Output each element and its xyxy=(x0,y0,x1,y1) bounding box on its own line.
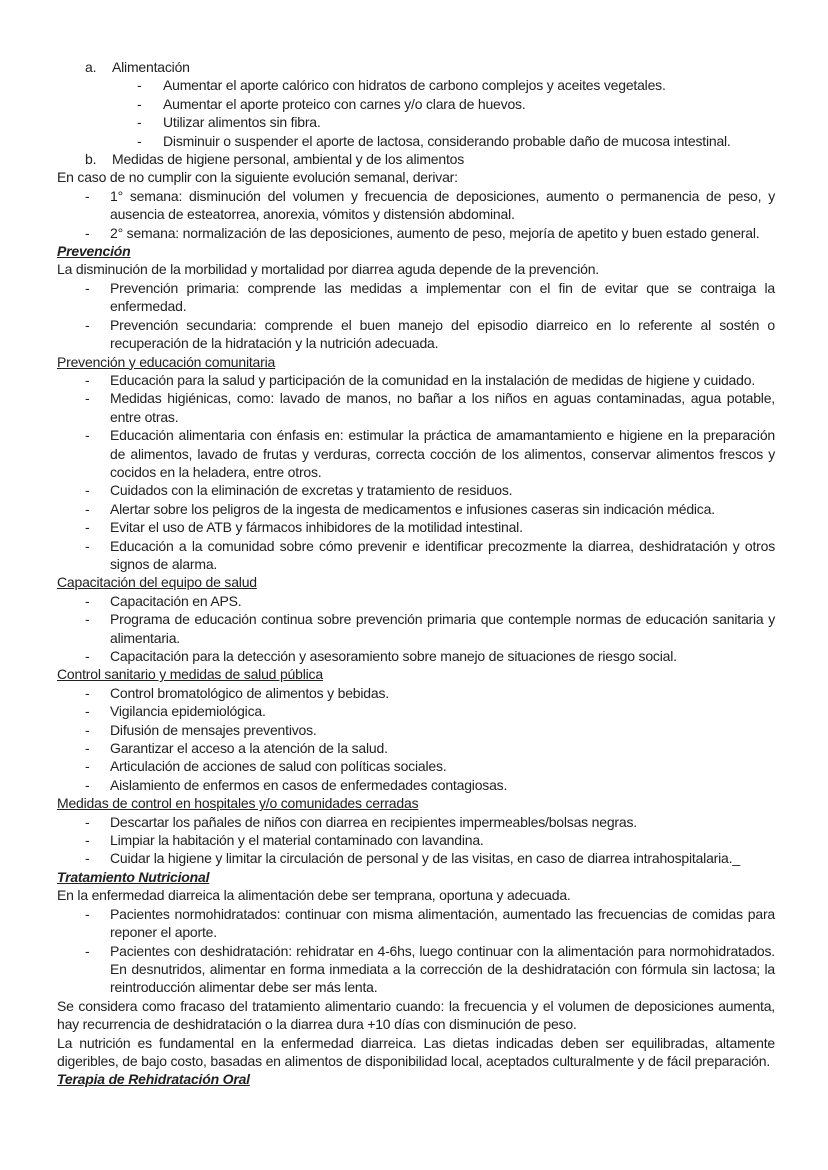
list-item-text: Limpiar la habitación y el material contaminado con lavandina. xyxy=(110,832,484,849)
bullet-list-item xyxy=(57,316,775,353)
bullet-list-item xyxy=(57,684,775,702)
lettered-list-item xyxy=(57,58,775,76)
list-marker: - xyxy=(85,427,90,444)
list-item-text: Utilizar alimentos sin fibra. xyxy=(163,114,321,131)
bullet-list-item xyxy=(57,500,775,518)
list-marker: - xyxy=(85,371,90,388)
bullet-list-item xyxy=(57,610,775,647)
section-heading: Medidas de control en hospitales y/o comunidades cerradas xyxy=(57,795,419,812)
section-heading-row xyxy=(57,353,775,371)
list-item-text: Pacientes con deshidratación: rehidratar en 4-6hs, luego continuar con la alimentación para normohidratados. En desnutridos, alimentar en forma inmediata a la corrección de la deshidratación con fórmula sin lactosa; la reintroducción alimentar debe ser más lenta. xyxy=(110,942,775,996)
bullet-list-item xyxy=(57,389,775,426)
bullet-list-item xyxy=(57,426,775,481)
paragraph: La disminución de la morbilidad y mortalidad por diarrea aguda depende de la prevención. xyxy=(57,261,599,278)
bullet-list-item xyxy=(57,849,775,867)
list-item-text: Capacitación en APS. xyxy=(110,592,242,609)
bullet-list-item xyxy=(57,739,775,757)
list-marker: - xyxy=(85,519,90,536)
list-marker: - xyxy=(85,482,90,499)
bullet-list-item xyxy=(57,757,775,775)
section-heading-row xyxy=(57,794,775,812)
list-marker: - xyxy=(85,850,90,867)
bullet-list-item xyxy=(57,702,775,720)
bullet-list-item xyxy=(57,776,775,794)
list-item-text: Articulación de acciones de salud con políticas sociales. xyxy=(110,758,447,775)
bullet-list-item xyxy=(57,647,775,665)
bullet-list-item xyxy=(57,187,775,224)
bullet-list-item xyxy=(57,95,775,113)
list-marker: - xyxy=(85,905,90,922)
bullet-list-item xyxy=(57,132,775,150)
list-marker: - xyxy=(85,832,90,849)
list-marker: - xyxy=(85,721,90,738)
list-item-text: Alertar sobre los peligros de la ingesta de medicamentos e infusiones caseras sin indicación médica. xyxy=(110,500,715,517)
list-item-text: 1° semana: disminución del volumen y frecuencia de deposiciones, aumento o permanencia de peso, y ausencia de esteatorrea, anorexia, vómitos y distensión abdominal. xyxy=(110,187,775,223)
list-marker: - xyxy=(85,942,90,959)
section-heading-row xyxy=(57,868,775,886)
bullet-list-item xyxy=(57,76,775,94)
list-item-text: Aislamiento de enfermos en casos de enfermedades contagiosas. xyxy=(110,776,508,793)
list-marker: - xyxy=(85,648,90,664)
section-heading-row xyxy=(57,665,775,683)
paragraph: Se considera como fracaso del tratamiento alimentario cuando: la frecuencia y el volumen de deposiciones aumenta, hay recurrencia de deshidratación o la diarrea dura +10 días con disminución de peso. xyxy=(57,997,775,1033)
list-marker: - xyxy=(137,114,142,131)
bullet-list-item xyxy=(57,831,775,849)
list-marker: - xyxy=(85,684,90,701)
list-item-text: Pacientes normohidratados: continuar con misma alimentación, aumentado las frecuencias de comidas para reponer el aporte. xyxy=(110,905,775,941)
bullet-list-item xyxy=(57,279,775,316)
list-item-text: Descartar los pañales de niños con diarrea en recipientes impermeables/bolsas negras. xyxy=(110,813,637,830)
list-item-text: Capacitación para la detección y asesoramiento sobre manejo de situaciones de riesgo social. xyxy=(110,648,677,664)
list-marker: - xyxy=(85,279,90,296)
list-marker: - xyxy=(137,95,142,112)
list-marker: - xyxy=(85,740,90,757)
list-item-text: Medidas de higiene personal, ambiental y de los alimentos xyxy=(112,151,465,168)
list-marker: - xyxy=(137,77,142,94)
lettered-list-item xyxy=(57,150,775,168)
list-item-text: Vigilancia epidemiológica. xyxy=(110,703,266,720)
bullet-list-item xyxy=(57,905,775,942)
bullet-list-item xyxy=(57,371,775,389)
list-marker: - xyxy=(85,592,90,609)
list-item-text: Prevención secundaria: comprende el buen manejo del episodio diarreico en lo referente al sostén o recuperación de la hidratación y la nutrición adecuada. xyxy=(110,316,775,352)
bullet-list-item xyxy=(57,721,775,739)
list-item-text: Cuidar la higiene y limitar la circulación de personal y de las visitas, en caso de diarrea intrahospitalaria._ xyxy=(110,850,740,867)
bullet-list-item xyxy=(57,537,775,574)
list-item-text: Educación a la comunidad sobre cómo prevenir e identificar precozmente la diarrea, deshidratación y otros signos de alarma. xyxy=(110,537,775,572)
list-item-text: 2° semana: normalización de las deposiciones, aumento de peso, mejoría de apetito y buen estado general. xyxy=(110,224,760,241)
list-marker: - xyxy=(85,703,90,720)
bullet-list-item xyxy=(57,518,775,536)
bullet-list-item xyxy=(57,813,775,831)
list-item-text: Aumentar el aporte calórico con hidratos de carbono complejos y aceites vegetales. xyxy=(163,77,666,94)
list-item-text: Evitar el uso de ATB y fármacos inhibidores de la motilidad intestinal. xyxy=(110,519,523,536)
list-marker: - xyxy=(85,776,90,793)
list-marker: - xyxy=(137,132,142,149)
list-marker: - xyxy=(85,500,90,517)
list-marker: - xyxy=(85,390,90,407)
section-heading: Tratamiento Nutricional xyxy=(57,868,210,885)
section-heading-row xyxy=(57,573,775,591)
paragraph: La nutrición es fundamental en la enfermedad diarreica. Las dietas indicadas deben ser equilibradas, altamente digeribles, de bajo costo, basadas en alimentos de disponibilidad local, aceptados culturalmente y de fácil preparación. xyxy=(57,1034,775,1069)
section-heading: Control sanitario y medidas de salud pública xyxy=(57,666,323,683)
list-marker: - xyxy=(85,537,90,554)
list-item-text: Disminuir o suspender el aporte de lactosa, considerando probable daño de mucosa intestinal. xyxy=(163,132,731,149)
document-body xyxy=(57,58,775,1089)
bullet-list-item xyxy=(57,224,775,242)
list-marker: - xyxy=(85,224,90,241)
list-item-text: Garantizar el acceso a la atención de la salud. xyxy=(110,740,388,757)
list-marker: - xyxy=(85,316,90,333)
paragraph: En caso de no cumplir con la siguiente evolución semanal, derivar: xyxy=(57,169,458,186)
bullet-list-item xyxy=(57,481,775,499)
list-marker: - xyxy=(85,813,90,830)
paragraph: En la enfermedad diarreica la alimentación debe ser temprana, oportuna y adecuada. xyxy=(57,887,571,904)
bullet-list-item xyxy=(57,113,775,131)
section-heading-row xyxy=(57,242,775,260)
list-item-text: Aumentar el aporte proteico con carnes y/o clara de huevos. xyxy=(163,95,526,112)
list-marker: - xyxy=(85,611,90,628)
section-heading: Prevención xyxy=(57,243,131,260)
list-item-text: Programa de educación continua sobre prevención primaria que contemple normas de educación sanitaria y alimentaria. xyxy=(110,611,775,646)
list-marker: - xyxy=(85,187,90,204)
bullet-list-item xyxy=(57,592,775,610)
bullet-list-item xyxy=(57,942,775,997)
list-item-text: Prevención primaria: comprende las medidas a implementar con el fin de evitar que se contraiga la enfermedad. xyxy=(110,279,775,315)
section-heading: Prevención y educación comunitaria xyxy=(57,353,276,370)
list-item-text: Medidas higiénicas, como: lavado de manos, no bañar a los niños en aguas contaminadas, agua potable, entre otras. xyxy=(110,390,775,425)
list-item-text: Control bromatológico de alimentos y bebidas. xyxy=(110,684,389,701)
list-item-text: Difusión de mensajes preventivos. xyxy=(110,721,317,738)
list-marker: b. xyxy=(85,151,97,168)
list-marker: - xyxy=(85,758,90,775)
list-item-text: Cuidados con la eliminación de excretas y tratamiento de residuos. xyxy=(110,482,513,499)
list-item-text: Educación alimentaria con énfasis en: estimular la práctica de amamantamiento e higiene en la preparación de alimentos, lavado de frutas y verduras, correcta cocción de los alimentos, conservar alimentos frescos y cocidos en la heladera, entre otros. xyxy=(110,427,775,480)
section-heading-row xyxy=(57,1070,775,1088)
list-item-text: Educación para la salud y participación de la comunidad en la instalación de medidas de higiene y cuidado. xyxy=(110,371,756,388)
section-heading: Capacitación del equipo de salud xyxy=(57,574,257,591)
list-marker: a. xyxy=(85,59,97,75)
list-item-text: Alimentación xyxy=(112,59,190,75)
section-heading: Terapia de Rehidratación Oral xyxy=(57,1071,250,1088)
